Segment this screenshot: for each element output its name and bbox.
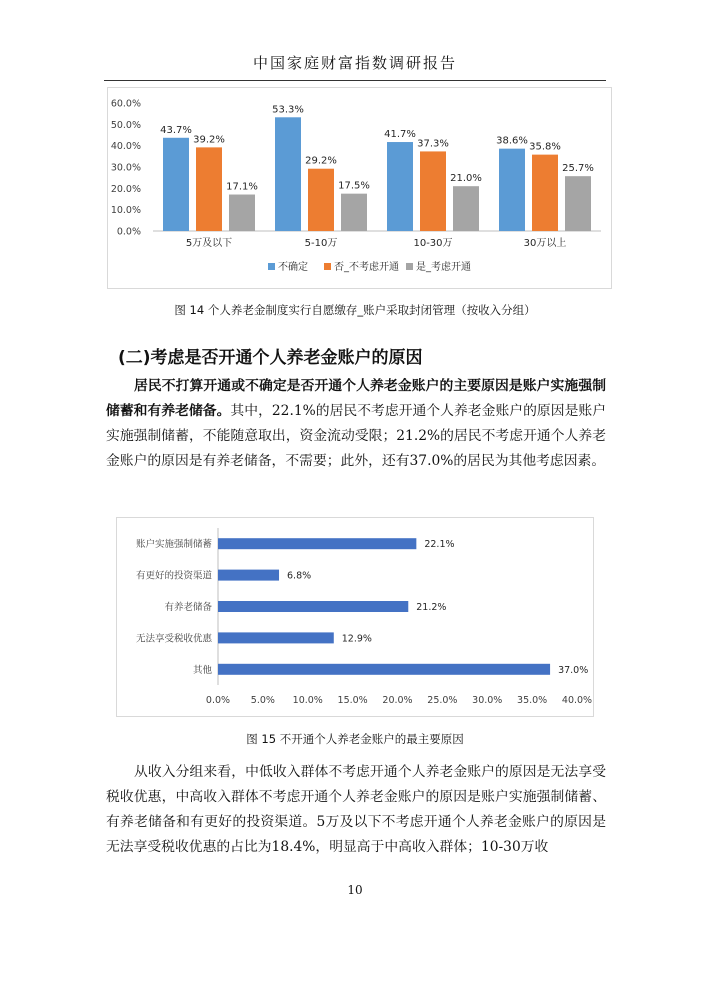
data-label: 35.8% [529, 141, 561, 153]
data-label: 21.0% [450, 173, 482, 185]
x-tick-label: 10.0% [292, 695, 323, 706]
bar-4-1 [499, 149, 525, 231]
report-title: 中国家庭财富指数调研报告 [252, 54, 457, 72]
figure-15-svg [117, 518, 593, 716]
page-number: 10 [347, 883, 363, 897]
bar-2-3 [341, 194, 367, 231]
x-tick-label: 30.0% [472, 695, 503, 706]
legend-swatch [406, 263, 413, 270]
data-label: 43.7% [160, 124, 192, 136]
bar-4-3 [565, 176, 591, 231]
section-heading: (二)考虑是否开通个人养老金账户的原因 [118, 348, 423, 368]
data-label: 38.6% [496, 135, 528, 147]
x-tick-label: 20.0% [382, 695, 413, 706]
bar-4-2 [532, 155, 558, 231]
legend-swatch [324, 263, 331, 270]
bar-4 [218, 632, 334, 643]
bar-1 [218, 538, 416, 549]
y-tick-label: 30.0% [110, 162, 141, 174]
x-tick-label: 35.0% [517, 695, 548, 706]
data-label: 21.2% [416, 602, 447, 613]
y-tick-label: 60.0% [110, 98, 141, 110]
bar-3-3 [453, 186, 479, 231]
bar-5 [218, 664, 550, 675]
data-label: 25.7% [562, 163, 594, 175]
bar-2-1 [275, 117, 301, 231]
data-label: 17.5% [338, 180, 370, 192]
data-label: 6.8% [287, 570, 312, 582]
header-divider [104, 80, 606, 81]
y-tick-label: 50.0% [110, 119, 141, 131]
legend-label: 是_考虑开通 [416, 262, 471, 273]
bar-3 [218, 601, 408, 612]
bar-1-3 [229, 195, 255, 231]
figure-14-caption: 图 14 个人养老金制度实行自愿缴存_账户采取封闭管理（按收入分组） [174, 303, 536, 317]
x-tick-label: 5.0% [250, 695, 275, 706]
legend-label: 否_不考虑开通 [334, 262, 399, 273]
legend-swatch [268, 263, 275, 270]
data-label: 41.7% [384, 129, 416, 141]
bar-1-2 [196, 147, 222, 231]
figure-14-svg [108, 88, 611, 288]
figure-15-caption: 图 15 不开通个人养老金账户的最主要原因 [246, 732, 464, 746]
category-label: 账户实施强制储蓄 [135, 539, 212, 551]
figure-14-chart [107, 87, 612, 289]
y-tick-label: 40.0% [110, 141, 141, 153]
bar-2-2 [308, 169, 334, 231]
category-label: 有养老储备 [164, 602, 212, 613]
paragraph-1-body: 其中，22.1%的居民不考虑开通个人养老金账户的原因是账户实施强制储蓄，不能随意取出，资金流动受限；21.2%的居民不考虑开通个人养老金账户的原因是有养老储备，不需要；此外，还有37.0%的居民为其他考虑因素。 [106, 403, 607, 469]
data-label: 37.0% [558, 664, 589, 676]
data-label: 37.3% [417, 138, 449, 150]
paragraph-1 [106, 374, 606, 474]
y-tick-label: 20.0% [110, 183, 141, 195]
x-tick-label: 0.0% [205, 695, 231, 706]
category-label: 30万以上 [523, 238, 567, 249]
y-tick-label: 0.0% [116, 226, 141, 238]
data-label: 39.2% [193, 134, 225, 146]
category-label: 10-30万 [413, 238, 453, 249]
category-label: 5万及以下 [185, 238, 233, 249]
category-label: 5-10万 [304, 238, 338, 249]
y-tick-label: 10.0% [110, 205, 141, 217]
data-label: 17.1% [226, 181, 258, 193]
bar-1-1 [163, 138, 189, 231]
category-label: 无法享受税收优惠 [135, 633, 212, 645]
figure-15-chart [116, 517, 594, 717]
bar-3-2 [420, 151, 446, 231]
category-label: 有更好的投资渠道 [135, 570, 212, 582]
x-tick-label: 15.0% [337, 695, 368, 706]
data-label: 29.2% [305, 155, 337, 167]
x-tick-label: 25.0% [427, 695, 458, 706]
bar-2 [218, 570, 279, 581]
legend-label: 不确定 [278, 262, 308, 273]
data-label: 53.3% [272, 104, 304, 116]
category-label: 其他 [192, 664, 212, 676]
paragraph-1-lead: 居民不打算开通或不确定是否开通个人养老金账户的主要原因是账户实施强制储蓄和有养老储备。 [106, 378, 606, 419]
data-label: 22.1% [424, 539, 455, 551]
bar-3-1 [387, 142, 413, 231]
x-tick-label: 40.0% [561, 695, 593, 706]
data-label: 12.9% [341, 633, 372, 645]
paragraph-2: 从收入分组来看，中低收入群体不考虑开通个人养老金账户的原因是无法享受税收优惠，中高收入群体不考虑开通个人养老金账户的原因是账户实施强制储蓄、有养老储备和有更好的投资渠道。5万及以下不考虑开通个人养老金账户的原因是无法享受税收优惠的占比为18.4%，明显高于中高收入群体；10-30万收 [106, 764, 606, 855]
